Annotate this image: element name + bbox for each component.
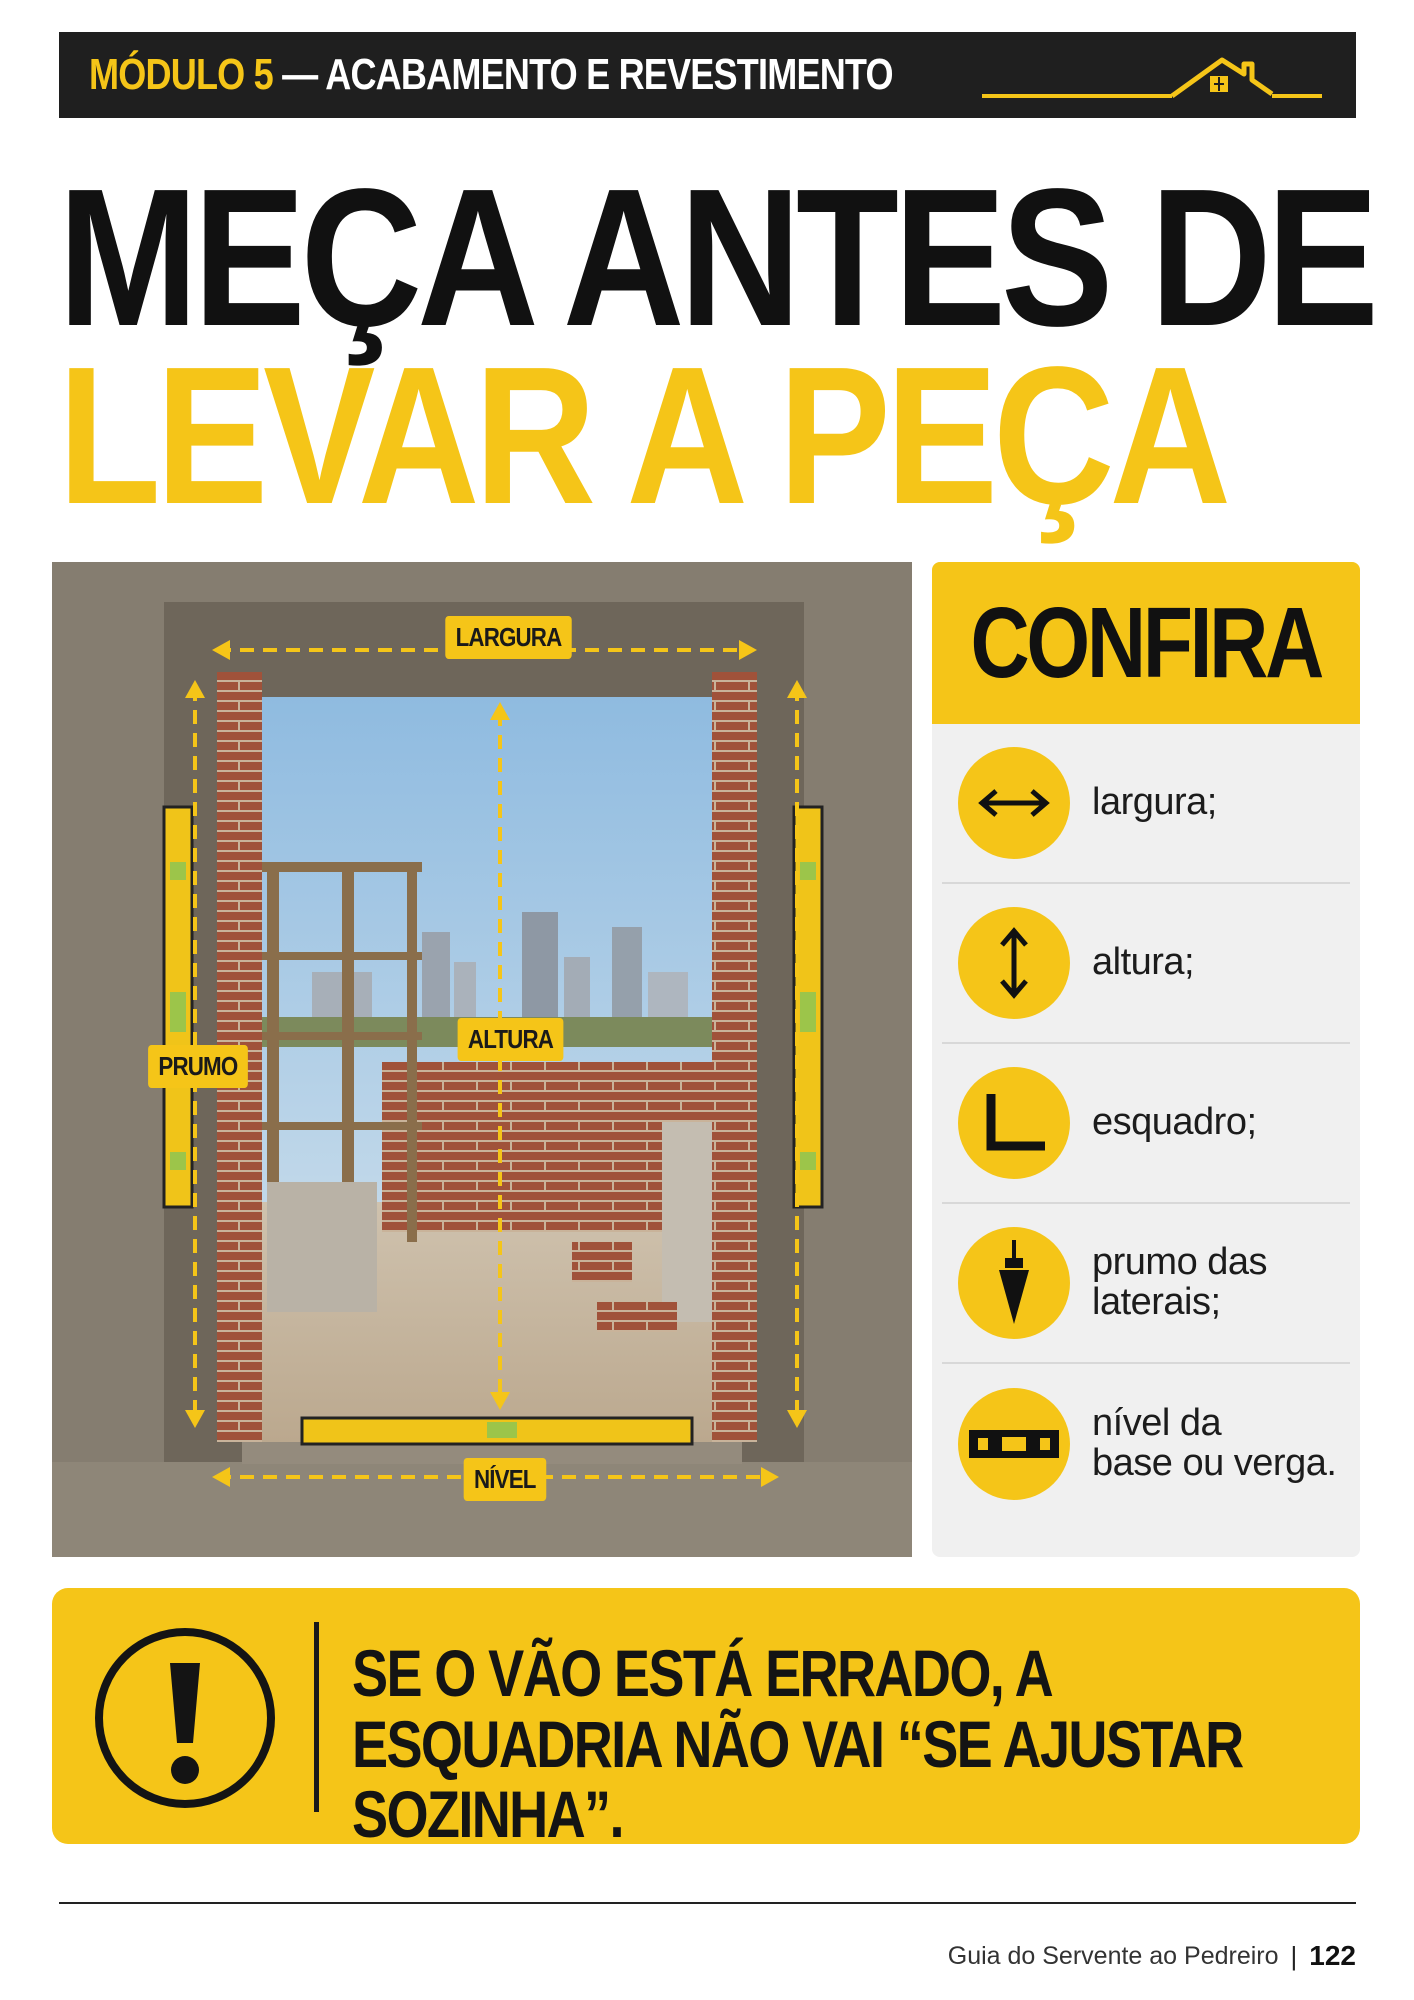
checklist-title: CONFIRA: [970, 586, 1322, 699]
warning-message: [352, 1638, 1254, 1850]
checklist-text: [1092, 1103, 1257, 1143]
checklist-item-nivel: [942, 1364, 1350, 1524]
checklist-item-prumo: [942, 1204, 1350, 1364]
checklist-text-line1: altura;: [1092, 941, 1195, 984]
height-label: ALTURA: [458, 1018, 564, 1061]
header-bar: [59, 32, 1356, 118]
checklist-text: [1092, 943, 1194, 983]
module-title: [89, 50, 893, 100]
checklist-header: [932, 562, 1360, 724]
footer-separator: |: [1290, 1940, 1298, 1971]
module-number: MÓDULO 5: [89, 50, 273, 99]
width-label: LARGURA: [445, 616, 571, 659]
warning-line-2: ESQUADRIA NÃO VAI “SE AJUSTAR: [352, 1706, 1243, 1781]
warning-line-3: SOZINHA”.: [352, 1777, 623, 1852]
vertical-arrows-icon: [958, 907, 1070, 1019]
checklist-item-esquadro: [942, 1044, 1350, 1204]
checklist-text: [1092, 783, 1217, 823]
module-separator: —: [282, 50, 318, 99]
page-title-line-1: MEÇA ANTES DE: [58, 148, 1374, 367]
plumb-label: PRUMO: [148, 1045, 248, 1088]
house-icon: [982, 46, 1322, 106]
checklist-item-largura: [942, 724, 1350, 884]
checklist-text: [1092, 1243, 1267, 1323]
checklist-panel: [932, 562, 1360, 1557]
module-subtitle: ACABAMENTO E REVESTIMENTO: [325, 50, 893, 99]
checklist-text-line2: base ou verga.: [1092, 1442, 1337, 1484]
page-number: 122: [1309, 1940, 1356, 1971]
checklist-text-line2: laterais;: [1092, 1281, 1221, 1323]
square-corner-icon: [958, 1067, 1070, 1179]
opening-photo: [52, 562, 912, 1557]
checklist-item-altura: [942, 884, 1350, 1044]
checklist-text: [1092, 1404, 1336, 1484]
level-label: NÍVEL: [464, 1458, 546, 1501]
checklist-text-line1: largura;: [1092, 781, 1217, 824]
warning-line-1: SE O VÃO ESTÁ ERRADO, A: [352, 1636, 1053, 1710]
footer: [948, 1940, 1356, 1972]
spirit-level-icon: [958, 1388, 1070, 1500]
guide-title: Guia do Servente ao Pedreiro: [947, 1941, 1279, 1970]
checklist-text-line1: esquadro;: [1092, 1101, 1257, 1144]
warning-divider: [314, 1622, 319, 1812]
warning-box: [52, 1588, 1360, 1852]
footer-divider: [59, 1902, 1356, 1904]
checklist-text-line1: nível da: [1092, 1402, 1222, 1445]
checklist-text-line1: prumo das: [1092, 1241, 1268, 1284]
plumb-bob-icon: [958, 1227, 1070, 1339]
page-title-line-2: LEVAR A PEÇA: [58, 326, 1227, 545]
exclamation-icon: [92, 1625, 278, 1811]
horizontal-arrows-icon: [958, 747, 1070, 859]
